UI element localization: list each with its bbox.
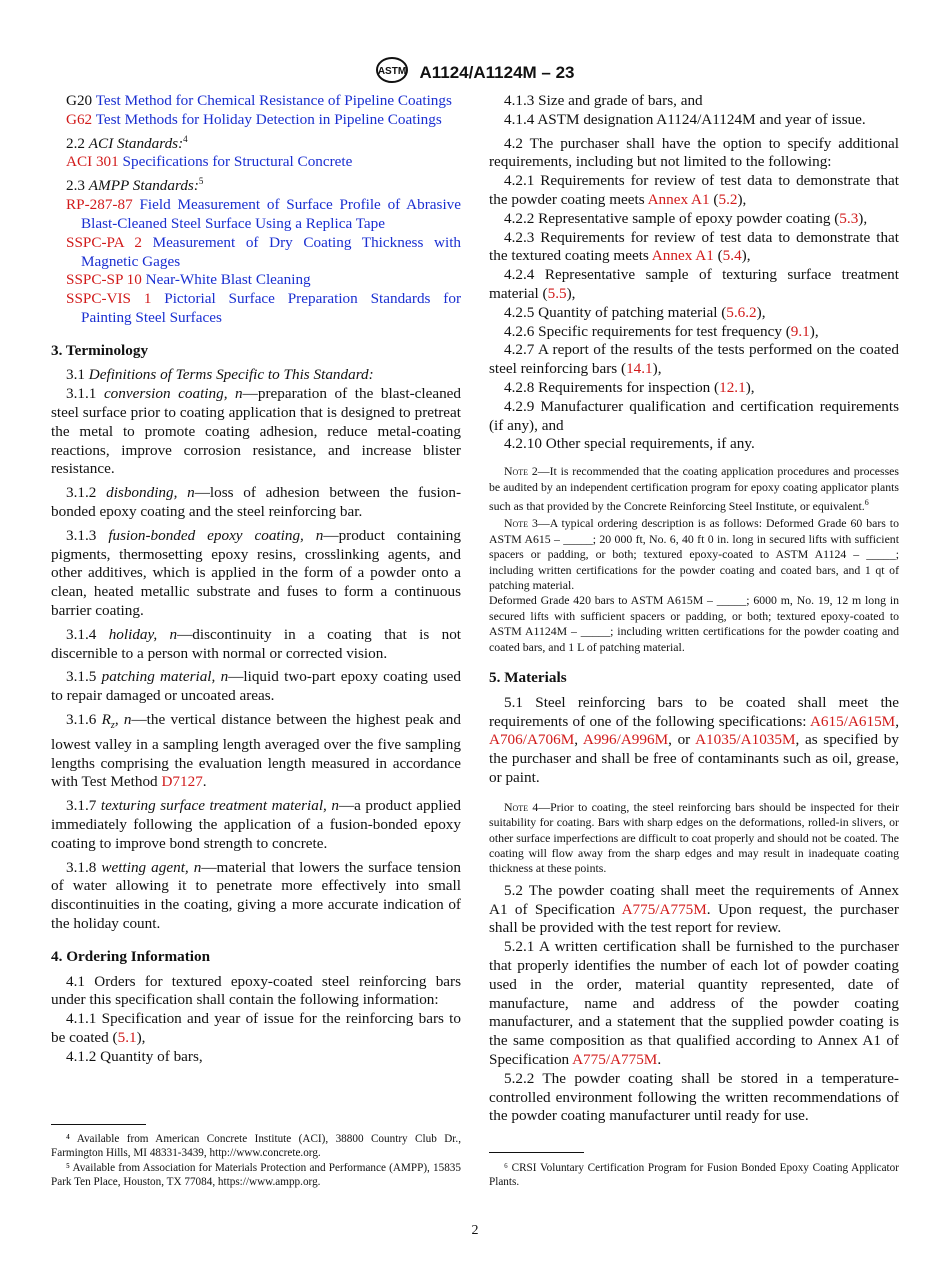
term-3-1-6: 3.1.6 $R_z$, n—the vertical distance between the highest peak and lowest valley in a sampling length averaged over the five sampling lengths comprising the evaluation length measured in accordance with Test Method D7127. <box>51 711 461 791</box>
paragraph-4-1-1: 4.1.1 Specification and year of issue for the reinforcing bars to be coated (5.1), <box>51 1010 461 1047</box>
section-heading-ordering: 4. Ordering Information <box>51 947 211 965</box>
reference-link[interactable]: Test Method for Chemical Resistance of Pipeline Coatings <box>95 92 452 109</box>
paragraph-4-1-4: 4.1.4 ASTM designation A1124/A1124M and year of issue. <box>504 110 866 128</box>
reference-code: G20 <box>66 92 93 109</box>
paragraph-5-1: 5.1 Steel reinforcing bars to be coated shall meet the requirements of one of the following specifications: A615/A615M, A706/A706M, A996/A996M, or A1035/A1035M, as specified by the purchaser and shall be free of contaminants such as oil, grease, or paint. <box>489 693 899 786</box>
term-3-1-8: 3.1.8 wetting agent, n—material that lowers the surface tension of water allowing it to penetrate more effectively into small discontinuities in the coating, giving a more accurate indication of the holiday count. <box>51 858 461 933</box>
link-14-1[interactable]: 14.1 <box>626 360 653 378</box>
reference-sspc-pa2 <box>51 234 461 272</box>
left-column <box>51 92 461 1067</box>
link-12-1[interactable]: 12.1 <box>719 378 746 396</box>
item-4-2-6: 4.2.6 Specific requirements for test frequency (9.1), <box>504 322 819 340</box>
term-3-1-3: 3.1.3 fusion-bonded epoxy coating, n—product containing pigments, thermosetting epoxy resins, crosslinking agents, and other additives, which is applied in the form of a powder onto a clean, heated metallic substrate and fuses to form a continuous barrier coating. <box>51 526 461 620</box>
footnote-rule <box>51 1124 146 1125</box>
footnote-rule <box>489 1152 584 1153</box>
reference-sspc-sp10 <box>51 271 461 290</box>
reference-link[interactable]: Test Methods for Holiday Detection in Pipeline Coatings <box>95 110 442 128</box>
paragraph-5-2-2: 5.2.2 The powder coating shall be stored in a temperature-controlled environment following the written recommendations of the powder coating manufacturer until ready for use. <box>489 1069 899 1125</box>
section-2-2: 2.2 ACI Standards:$^4$ <box>66 133 188 152</box>
note-3: Note 3—A typical ordering description is as follows: Deformed Grade 60 bars to ASTM A615 – _____; 20 000 ft, No. 6, 40 ft 0 in. long in secured lifts with sufficient spacers or padding, or both; textured epoxy-coated to ASTM A1124 – _____; including written certifications for the powder coating and coated bars, and 1 qt of patching material. <box>489 516 899 592</box>
paragraph-5-2-1: 5.2.1 A written certification shall be furnished to the purchaser that properly identifies the number of each lot of powder coating used in the order, material quantity represented, date of manufacture, name and address of the powder coating manufacturer, and a statement that the supplied powder coating is the same composition as that qualified according to Annex A1 of Specification A775/A775M. <box>489 938 899 1068</box>
standard-designation: A1124/A1124M – 23 <box>419 62 575 82</box>
paragraph-3-1: 3.1 Definitions of Terms Specific to This Standard: <box>66 366 374 384</box>
paragraph-4-1: 4.1 Orders for textured epoxy-coated steel reinforcing bars under this specification shall contain the following information: <box>51 972 461 1009</box>
reference-code[interactable]: G62 <box>66 110 93 128</box>
term-3-1-4: 3.1.4 holiday, n—discontinuity in a coating that is not discernible to a person with normal or corrected vision. <box>51 625 462 662</box>
item-4-2-4: 4.2.4 Representative sample of texturing surface treatment material (5.5), <box>489 266 899 302</box>
reference-g62 <box>51 111 461 130</box>
link-5-3[interactable]: 5.3 <box>839 209 859 227</box>
link-a615[interactable]: A615/A615M <box>809 712 896 730</box>
item-4-2-8: 4.2.8 Requirements for inspection (12.1), <box>504 378 755 396</box>
link-a775[interactable]: A775/A775M <box>572 1050 658 1068</box>
term-3-1-1: 3.1.1 conversion coating, n—preparation of the blast-cleaned steel surface prior to coating application that is designed to pretreat the metal to promote coating adhesion, reduce metal-coating reactions, improve corrosion resistance, and increase blister resistance. <box>51 385 461 478</box>
item-4-2-9: 4.2.9 Manufacturer qualification and certification requirements (if any), and <box>489 397 899 434</box>
reference-code[interactable]: ACI 301 <box>66 153 119 171</box>
footnote-4: ⁴ Available from American Concrete Institute (ACI), 38800 Country Club Dr., Farmington Hills, MI 48331-3439, http://www.concrete.org. <box>51 1133 461 1160</box>
paragraph-5-2: 5.2 The powder coating shall meet the requirements of Annex A1 of Specification A775/A775M. Upon request, the purchaser shall be provided with the test report for review. <box>489 881 899 937</box>
left-footnotes <box>51 1124 461 1190</box>
link-9-1[interactable]: 9.1 <box>790 322 810 340</box>
item-4-2-10: 4.2.10 Other special requirements, if any. <box>504 435 755 453</box>
item-4-2-1: 4.2.1 Requirements for review of test data to demonstrate that the powder coating meets Annex A1 (5.2), <box>489 172 899 208</box>
reference-code[interactable]: SSPC-SP 10 <box>66 271 142 289</box>
link-a706[interactable]: A706/A706M <box>489 731 575 749</box>
svg-text:ASTM: ASTM <box>378 66 407 77</box>
link-a996[interactable]: A996/A996M <box>582 731 669 749</box>
reference-rp-287 <box>51 196 461 234</box>
page-header <box>0 56 950 89</box>
footnote-6: ⁶ CRSI Voluntary Certification Program for Fusion Bonded Epoxy Coating Applicator Plants. <box>489 1162 899 1189</box>
item-4-2-7: 4.2.7 A report of the results of the tests performed on the coated steel reinforcing bars (14.1), <box>489 341 899 378</box>
term-3-1-5: 3.1.5 patching material, n—liquid two-part epoxy coating used to repair damaged or uncoated areas. <box>51 668 461 705</box>
item-4-2-5: 4.2.5 Quantity of patching material (5.6.2), <box>504 303 766 321</box>
link-a775[interactable]: A775/A775M <box>621 900 707 918</box>
reference-code[interactable]: SSPC-VIS 1 <box>66 290 152 308</box>
reference-link[interactable]: Measurement of Dry Coating Thickness with Magnetic Gages <box>81 233 462 270</box>
right-footnotes <box>489 1152 899 1190</box>
section-heading-materials: 5. Materials <box>489 668 567 686</box>
link-annex-a1[interactable]: Annex A1 <box>647 190 710 208</box>
link-5-6-2[interactable]: 5.6.2 <box>726 303 757 321</box>
reference-sspc-vis1 <box>51 290 461 328</box>
link-5-1[interactable]: 5.1 <box>117 1029 137 1047</box>
item-4-2-3: 4.2.3 Requirements for review of test data to demonstrate that the textured coating meets Annex A1 (5.4), <box>489 228 899 265</box>
section-2-3: 2.3 AMPP Standards:$^5$ <box>66 176 204 195</box>
link-5-5[interactable]: 5.5 <box>547 284 567 302</box>
reference-g20 <box>51 92 461 111</box>
paragraph-4-2: 4.2 The purchaser shall have the option to specify additional requirements, including but not limited to the following: <box>489 134 899 171</box>
term-3-1-2: 3.1.2 disbonding, n—loss of adhesion between the fusion-bonded epoxy coating and the steel reinforcing bar. <box>51 484 461 521</box>
reference-link[interactable]: Near-White Blast Cleaning <box>145 271 311 289</box>
link-annex-a1[interactable]: Annex A1 <box>651 247 714 265</box>
page-number: 2 <box>471 1223 479 1238</box>
note-3-metric: Deformed Grade 420 bars to ASTM A615M – _____; 6000 m, No. 19, 12 m long in secured lifts with sufficient spacers or padding, or both; textured epoxy-coated to ASTM A1124M – _____; including written certifications for the powder coating and coated bars, and 1 L of patching material. <box>489 593 899 654</box>
link-5-4[interactable]: 5.4 <box>722 247 742 265</box>
note-4: Note 4—Prior to coating, the steel reinforcing bars should be inspected for their suitability for coating. Bars with sharp edges on the deformations, rolled-in slivers, or other surface imperfections are difficult to coat properly and should not be coated. The coating will flow away from the sharp edges and may result in inadequate coating thickness at these points. <box>489 799 900 876</box>
paragraph-4-1-3: 4.1.3 Size and grade of bars, and <box>504 92 703 109</box>
reference-code[interactable]: SSPC-PA 2 <box>66 233 142 251</box>
reference-link[interactable]: Pictorial Surface Preparation Standards for Painting Steel Surfaces <box>81 290 461 326</box>
paragraph-4-1-2: 4.1.2 Quantity of bars, <box>66 1047 203 1065</box>
item-4-2-2: 4.2.2 Representative sample of epoxy powder coating (5.3), <box>504 209 868 227</box>
reference-aci-301 <box>51 153 461 172</box>
reference-link[interactable]: Specifications for Structural Concrete <box>122 153 353 171</box>
link-d7127[interactable]: D7127 <box>161 773 203 791</box>
right-column <box>489 92 899 1126</box>
footnote-5: ⁵ Available from Association for Materials Protection and Performance (AMPP), 15835 Park Ten Place, Houston, TX 77084, https://www.ampp.org. <box>51 1161 461 1189</box>
reference-code[interactable]: RP-287-87 <box>66 196 133 214</box>
link-5-2[interactable]: 5.2 <box>718 190 738 208</box>
term-3-1-7: 3.1.7 texturing surface treatment material, n—a product applied immediately following the application of a fusion-bonded epoxy coating to improve bond strength to concrete. <box>51 797 462 852</box>
link-a1035[interactable]: A1035/A1035M <box>695 731 796 749</box>
astm-logo-icon <box>375 56 409 89</box>
section-heading-terminology: 3. Terminology <box>51 341 149 359</box>
note-2: Note 2—It is recommended that the coating application procedures and processes be audited by an independent certification program for epoxy coating applicator plants such as that provided by the Concrete Reinforcing Steel Institute, or equivalent.$^6$ <box>489 464 899 513</box>
reference-link[interactable]: Field Measurement of Surface Profile of Abrasive Blast-Cleaned Steel Surface Using a Replica Tape <box>81 196 461 232</box>
